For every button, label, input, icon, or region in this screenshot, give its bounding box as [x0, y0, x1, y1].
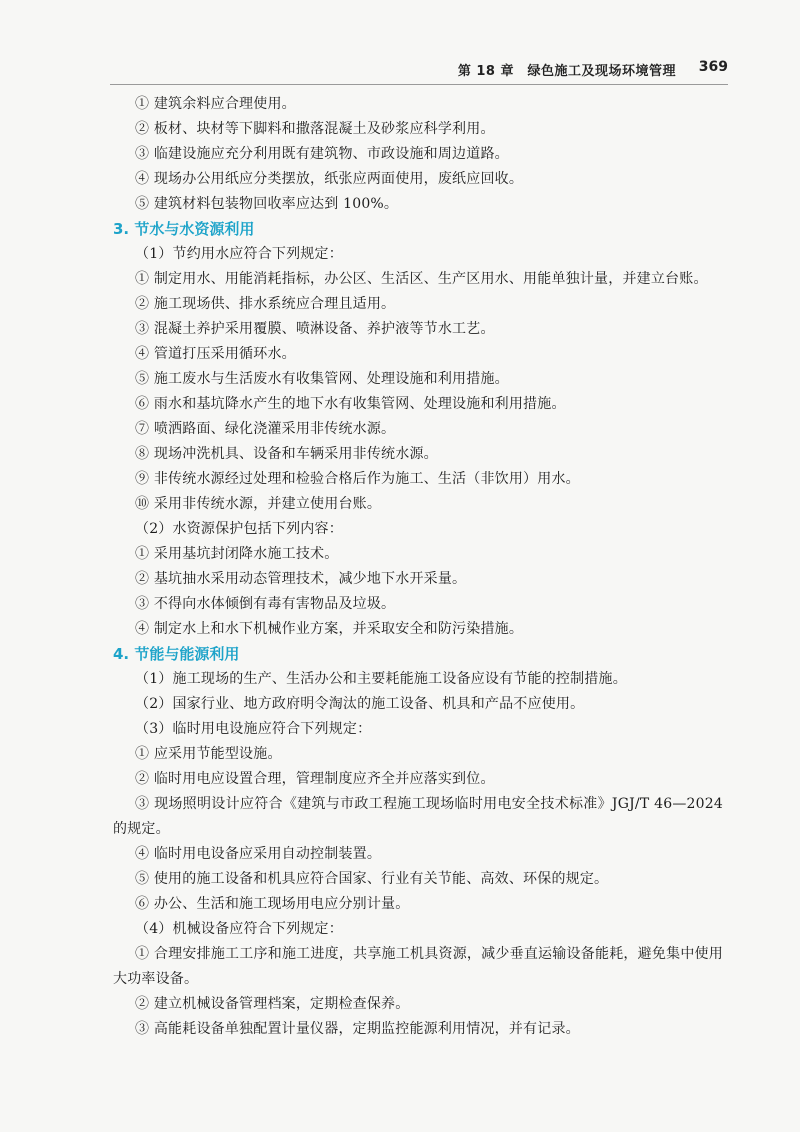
paragraph: ② 建立机械设备管理档案，定期检查保养。 — [135, 996, 410, 1012]
section-heading: 4. 节能与能源利用 — [113, 645, 240, 663]
chapter-title: 第 18 章 绿色施工及现场环境管理 — [457, 64, 676, 79]
paragraph: ⑧ 现场冲洗机具、设备和车辆采用非传统水源。 — [135, 446, 438, 462]
paragraph: （1）节约用水应符合下列规定： — [135, 246, 343, 262]
paragraph: ⑤ 使用的施工设备和机具应符合国家、行业有关节能、高效、环保的规定。 — [135, 871, 609, 887]
paragraph: ② 施工现场供、排水系统应合理且适用。 — [135, 296, 396, 312]
paragraph: ⑩ 采用非传统水源，并建立使用台账。 — [135, 496, 382, 512]
paragraph: ① 合理安排施工工序和施工进度，共享施工机具资源，减少垂直运输设备能耗，避免集中使用大功率设备。 — [113, 946, 723, 987]
paragraph: ② 基坑抽水采用动态管理技术，减少地下水开采量。 — [135, 571, 467, 587]
paragraph: ② 板材、块材等下脚料和撒落混凝土及砂浆应科学利用。 — [135, 121, 495, 137]
paragraph: （1）施工现场的生产、生活办公和主要耗能施工设备应设有节能的控制措施。 — [135, 671, 627, 687]
paragraph: ② 临时用电应设置合理，管理制度应齐全并应落实到位。 — [135, 771, 495, 787]
paragraph: ① 应采用节能型设施。 — [135, 746, 282, 762]
paragraph: ③ 不得向水体倾倒有毒有害物品及垃圾。 — [135, 596, 396, 612]
paragraph: ④ 现场办公用纸应分类摆放，纸张应两面使用，废纸应回收。 — [135, 171, 524, 187]
paragraph: ④ 临时用电设备应采用自动控制装置。 — [135, 846, 382, 862]
paragraph: ③ 现场照明设计应符合《建筑与市政工程施工现场临时用电安全技术标准》JGJ/T 46—2024 的规定。 — [113, 796, 723, 837]
paragraph: （2）水资源保护包括下列内容： — [135, 521, 343, 537]
running-header — [110, 58, 728, 85]
paragraph: ④ 制定水上和水下机械作业方案，并采取安全和防污染措施。 — [135, 621, 524, 637]
paragraph: ⑦ 喷洒路面、绿化浇灌采用非传统水源。 — [135, 421, 396, 437]
paragraph: （2）国家行业、地方政府明令淘汰的施工设备、机具和产品不应使用。 — [135, 696, 585, 712]
paragraph: ④ 管道打压采用循环水。 — [135, 346, 296, 362]
paragraph: ③ 临建设施应充分利用既有建筑物、市政设施和周边道路。 — [135, 146, 509, 162]
paragraph: ① 采用基坑封闭降水施工技术。 — [135, 546, 339, 562]
paragraph: ① 制定用水、用能消耗指标，办公区、生活区、生产区用水、用能单独计量，并建立台账。 — [135, 271, 708, 287]
page-number: 369 — [698, 59, 728, 75]
paragraph: ③ 高能耗设备单独配置计量仪器，定期监控能源利用情况，并有记录。 — [135, 1021, 580, 1037]
paragraph: ⑤ 建筑材料包装物回收率应达到 100%。 — [135, 196, 399, 212]
paragraph: ⑥ 雨水和基坑降水产生的地下水有收集管网、处理设施和利用措施。 — [135, 396, 566, 412]
paragraph: ③ 混凝土养护采用覆膜、喷淋设备、养护液等节水工艺。 — [135, 321, 495, 337]
section-heading: 3. 节水与水资源利用 — [113, 220, 255, 238]
paragraph: ⑥ 办公、生活和施工现场用电应分别计量。 — [135, 896, 410, 912]
paragraph: ① 建筑余料应合理使用。 — [135, 96, 296, 112]
body-text — [113, 92, 723, 1042]
paragraph: （3）临时用电设施应符合下列规定： — [135, 721, 372, 737]
paragraph: ⑤ 施工废水与生活废水有收集管网、处理设施和利用措施。 — [135, 371, 509, 387]
paragraph: ⑨ 非传统水源经过处理和检验合格后作为施工、生活（非饮用）用水。 — [135, 471, 580, 487]
paragraph: （4）机械设备应符合下列规定： — [135, 921, 343, 937]
